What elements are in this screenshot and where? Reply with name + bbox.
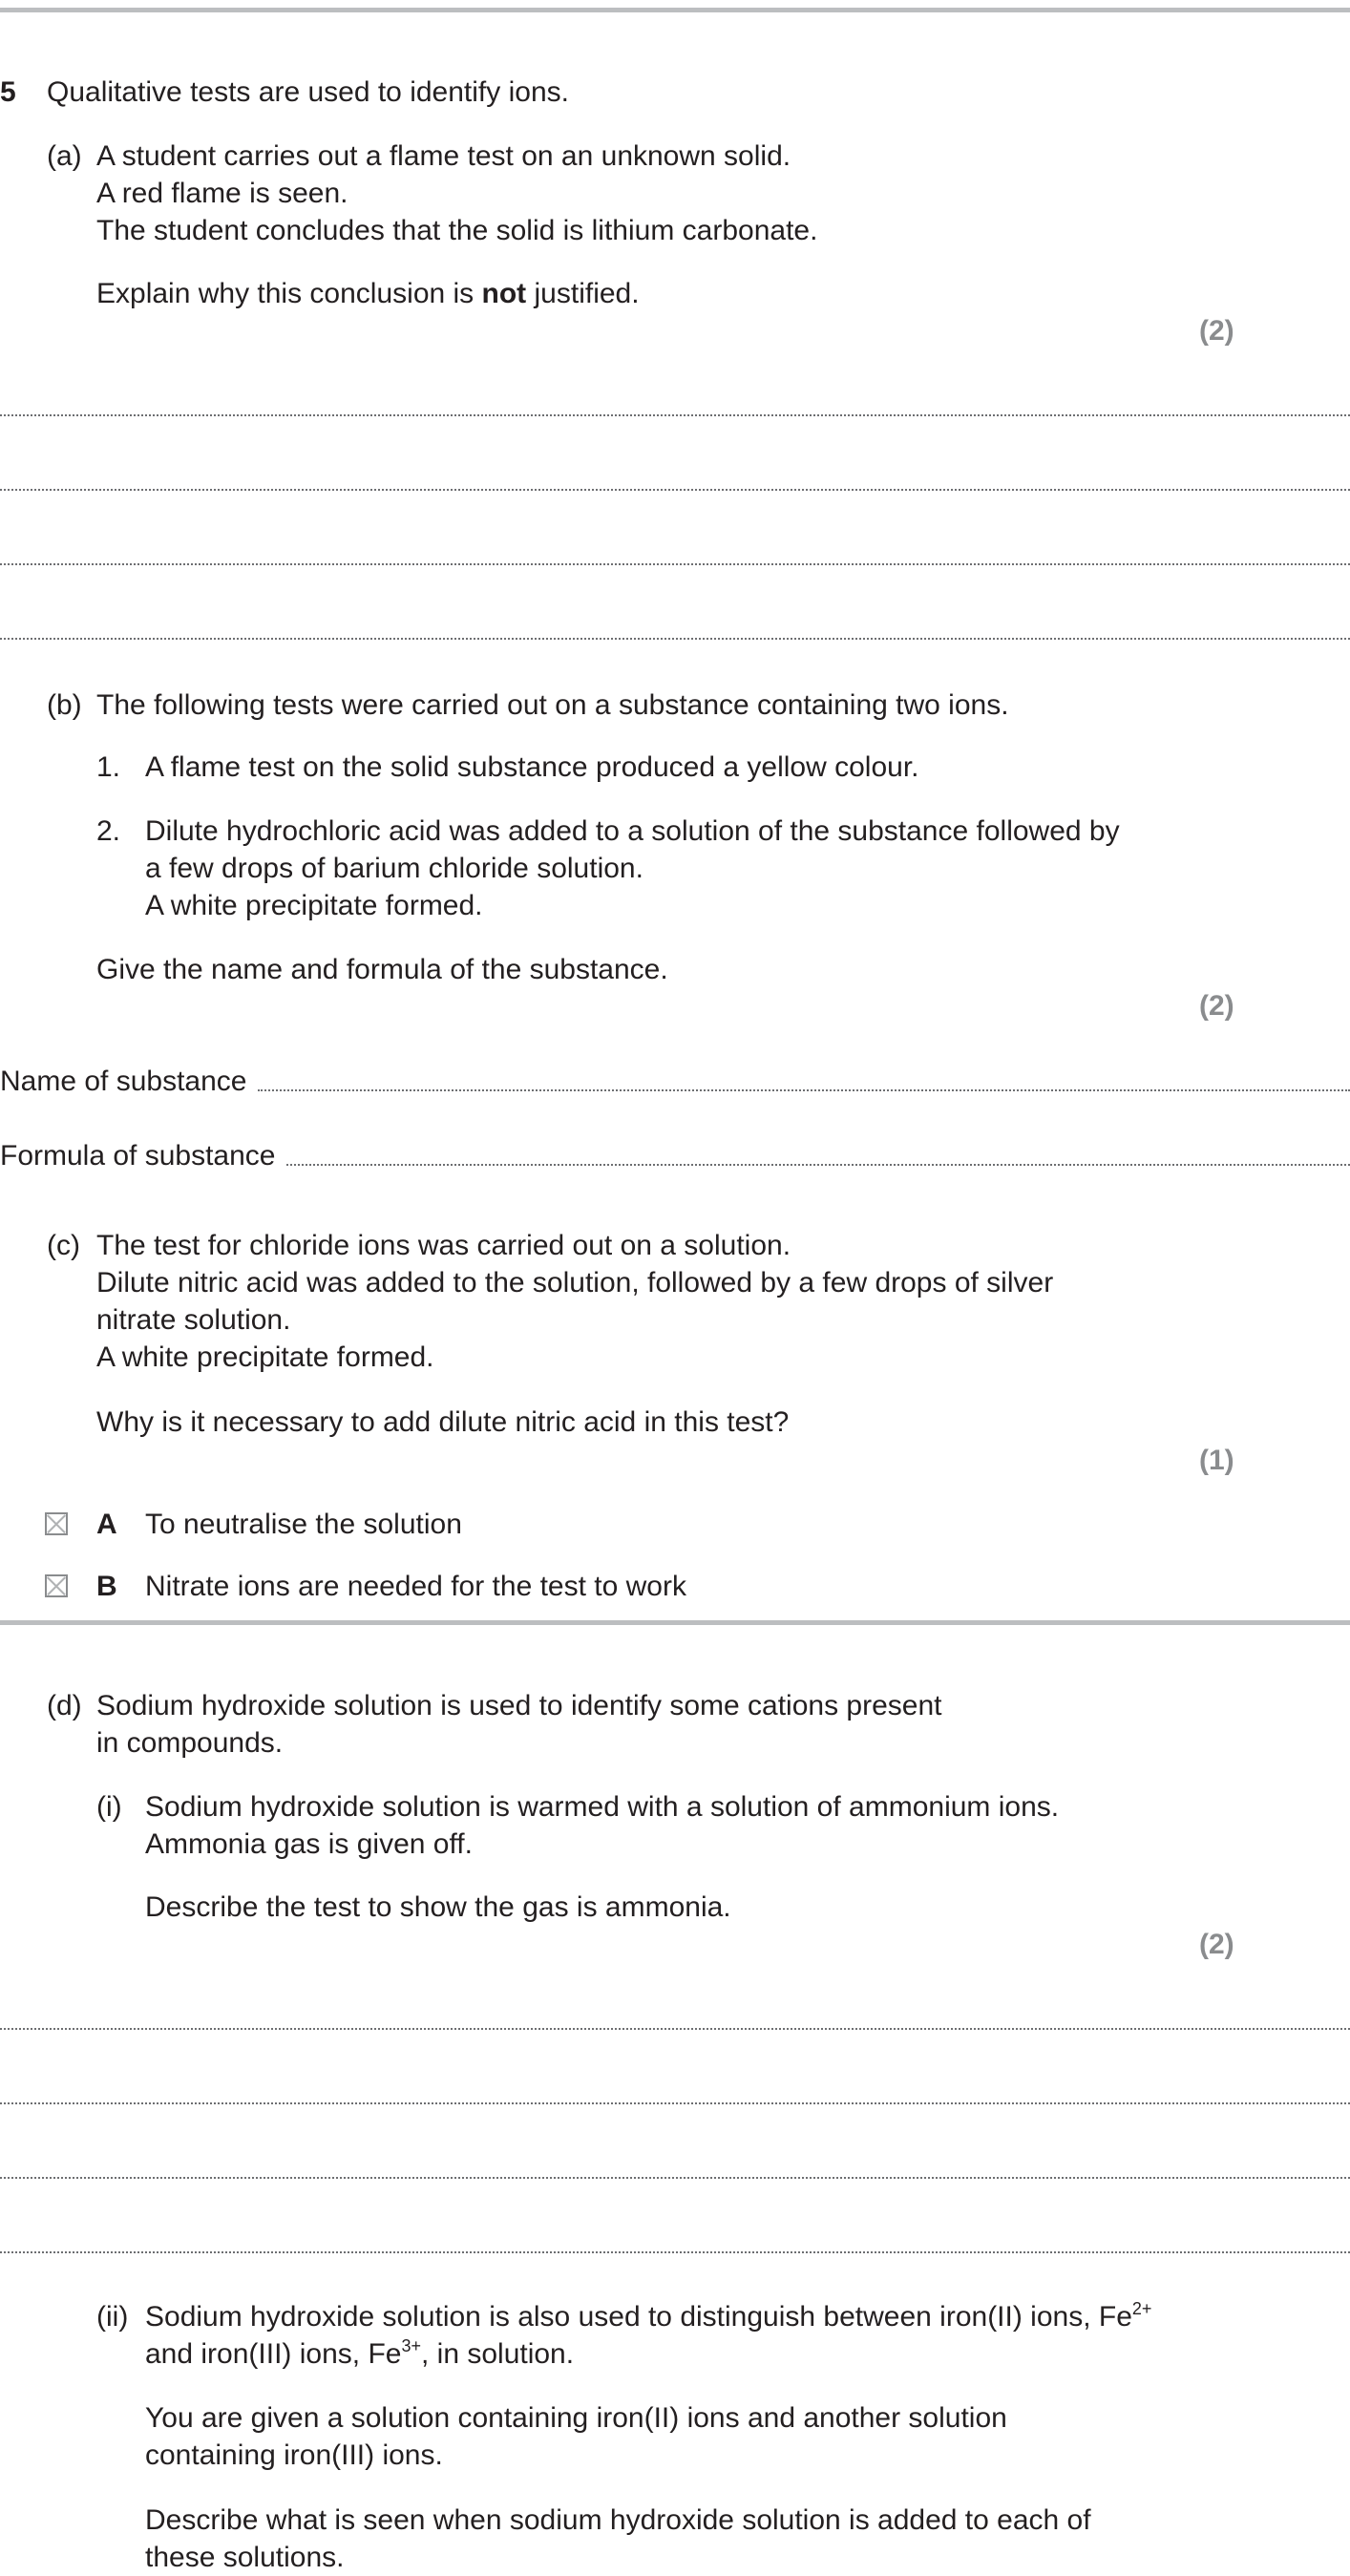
part-d-ii-para-3: these solutions.: [145, 2542, 345, 2573]
part-a-line: The student concludes that the solid is lithium carbonate.: [96, 215, 818, 246]
answer-line-d2[interactable]: [0, 2102, 1350, 2104]
name-of-substance-label: Name of substance: [0, 1066, 247, 1097]
part-b-label: (b): [47, 689, 82, 721]
part-a-instruction-bold: not: [481, 278, 527, 309]
name-of-substance-answer-line[interactable]: [258, 1089, 1350, 1091]
part-d-ii-para-2: containing iron(III) ions.: [145, 2439, 443, 2471]
answer-line-a2[interactable]: [0, 489, 1350, 491]
part-c-line: nitrate solution.: [96, 1304, 291, 1336]
part-b-instruction: Give the name and formula of the substance.: [96, 954, 668, 985]
part-c-marks: (1): [1199, 1445, 1234, 1476]
answer-line-d4[interactable]: [0, 2251, 1350, 2253]
iron-ii-charge: 2+: [1131, 2299, 1152, 2318]
option-a-checkbox[interactable]: [45, 1512, 68, 1535]
part-a-line: A student carries out a flame test on an unknown solid.: [96, 140, 791, 172]
part-c-line: Dilute nitric acid was added to the solution, followed by a few drops of silver: [96, 1267, 1054, 1299]
part-c-question: Why is it necessary to add dilute nitric acid in this test?: [96, 1406, 790, 1438]
part-b-item-line: A flame test on the solid substance produced a yellow colour.: [145, 751, 919, 783]
answer-line-a4[interactable]: [0, 638, 1350, 640]
part-d-i-marks: (2): [1199, 1929, 1234, 1960]
part-b-item-number: 2.: [96, 815, 121, 847]
part-d-ii-line-2-text: and iron(III) ions, Fe: [145, 2338, 402, 2370]
option-b-checkbox[interactable]: [45, 1574, 68, 1597]
part-d-ii-line-2: [145, 2335, 574, 2373]
formula-of-substance-answer-line[interactable]: [286, 1164, 1350, 1166]
option-b-letter: B: [96, 1571, 117, 1602]
part-d-line: Sodium hydroxide solution is used to identify some cations present: [96, 1690, 942, 1721]
part-b-item-number: 1.: [96, 751, 121, 783]
part-d-line: in compounds.: [96, 1727, 284, 1759]
part-d-ii-line-1: [145, 2298, 1151, 2335]
part-d-ii-line-2-end: , in solution.: [420, 2338, 575, 2370]
part-d-i-label: (i): [96, 1791, 122, 1823]
part-a-instruction: [96, 275, 640, 312]
part-b-intro: The following tests were carried out on a substance containing two ions.: [96, 689, 1009, 721]
answer-line-a1[interactable]: [0, 414, 1350, 416]
part-d-ii-label: (ii): [96, 2301, 129, 2333]
formula-of-substance-label: Formula of substance: [0, 1140, 276, 1172]
part-c-label: (c): [47, 1230, 80, 1261]
part-a-instruction-pre: Explain why this conclusion is: [96, 278, 482, 309]
option-b-text[interactable]: Nitrate ions are needed for the test to work: [145, 1571, 686, 1602]
answer-line-d1[interactable]: [0, 2028, 1350, 2030]
part-d-i-instruction: Describe the test to show the gas is ammonia.: [145, 1891, 731, 1923]
part-d-label: (d): [47, 1690, 82, 1721]
answer-line-d3[interactable]: [0, 2177, 1350, 2179]
part-d-i-line: Ammonia gas is given off.: [145, 1828, 473, 1860]
top-rule: [0, 8, 1350, 12]
part-d-i-line: Sodium hydroxide solution is warmed with a solution of ammonium ions.: [145, 1791, 1060, 1823]
question-stem: Qualitative tests are used to identify ions.: [47, 76, 569, 108]
part-a-label: (a): [47, 140, 82, 172]
option-a-letter: A: [96, 1509, 117, 1540]
part-b-marks: (2): [1199, 990, 1234, 1022]
part-b-item-line: A white precipitate formed.: [145, 890, 483, 921]
part-c-line: The test for chloride ions was carried out on a solution.: [96, 1230, 791, 1261]
part-d-ii-para-3: Describe what is seen when sodium hydroxide solution is added to each of: [145, 2504, 1091, 2536]
option-a-text[interactable]: To neutralise the solution: [145, 1509, 462, 1540]
answer-line-a3[interactable]: [0, 563, 1350, 565]
part-a-marks: (2): [1199, 315, 1234, 347]
part-b-item-line: Dilute hydrochloric acid was added to a solution of the substance followed by: [145, 815, 1120, 847]
iron-iii-charge: 3+: [401, 2336, 421, 2355]
part-c-line: A white precipitate formed.: [96, 1341, 434, 1373]
part-d-ii-para-2: You are given a solution containing iron(II) ions and another solution: [145, 2402, 1007, 2434]
question-number: 5: [0, 76, 16, 108]
page-break-rule: [0, 1620, 1350, 1625]
part-b-item-line: a few drops of barium chloride solution.: [145, 853, 643, 884]
part-a-line: A red flame is seen.: [96, 178, 348, 209]
part-a-instruction-post: justified.: [526, 278, 640, 309]
part-d-ii-line-1-text: Sodium hydroxide solution is also used to distinguish between iron(II) ions, Fe: [145, 2301, 1132, 2333]
